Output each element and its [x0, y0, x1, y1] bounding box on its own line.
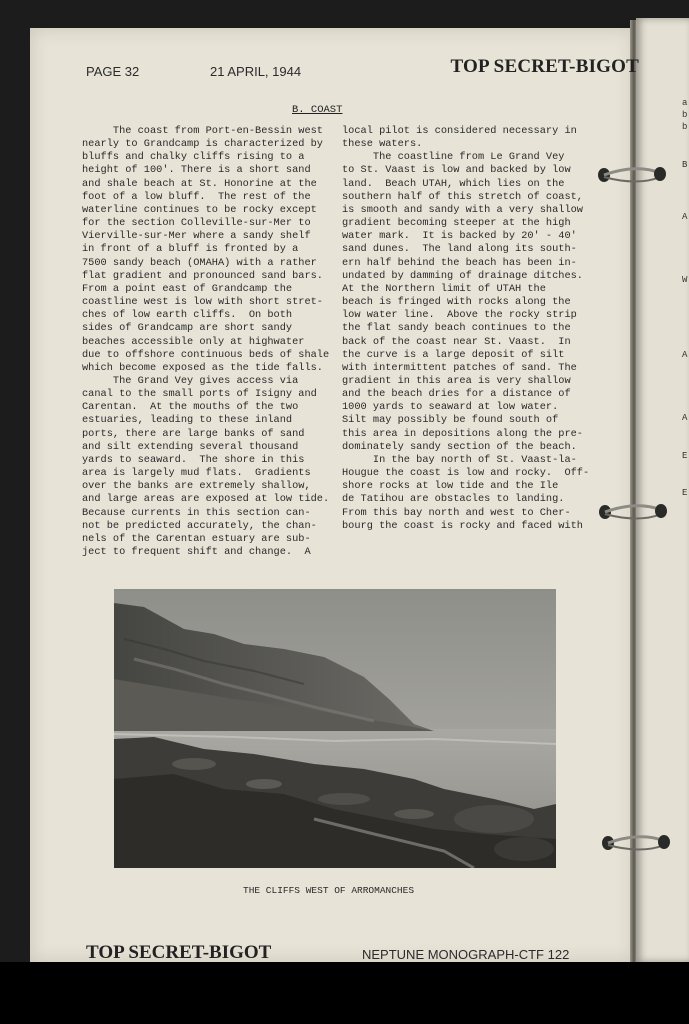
- text-line: From this bay north and west to Cher-: [342, 506, 571, 519]
- text-line: From a point east of Grandcamp the: [82, 282, 293, 295]
- adjacent-page-letter: E: [682, 488, 688, 498]
- cliffs-photo-image: [114, 589, 556, 868]
- binder-ring-middle: [597, 500, 669, 524]
- text-line: de Tatihou are obstacles to landing.: [342, 493, 565, 506]
- text-line: low water line. Above the rocky strip: [342, 309, 577, 322]
- cliffs-photograph: [114, 589, 556, 868]
- adjacent-page-letter: B: [682, 160, 688, 170]
- text-line: sand dunes. The land along its south-: [342, 243, 577, 256]
- photo-caption: THE CLIFFS WEST OF ARROMANCHES: [243, 885, 415, 896]
- text-line: land. Beach UTAH, which lies on the: [342, 177, 565, 190]
- binder-ring-bottom: [600, 831, 672, 855]
- classification-footer: TOP SECRET-BIGOT: [86, 942, 272, 963]
- page-number: PAGE 32: [86, 64, 140, 79]
- text-line: which become exposed as the tide falls.: [82, 361, 323, 374]
- text-line: dominately sandy section of the beach.: [342, 440, 577, 453]
- text-line: The Grand Vey gives access via: [82, 374, 299, 387]
- text-line: back of the coast near St. Vaast. In: [342, 335, 571, 348]
- text-line: beaches accessible only at highwater: [82, 335, 305, 348]
- text-line: height of 100'. There is a short sand: [82, 164, 311, 177]
- text-line: The coast from Port-en-Bessin west: [82, 125, 323, 137]
- text-line: and silt extending several thousand: [82, 440, 299, 453]
- text-line: nearly to Grandcamp is characterized by: [82, 138, 323, 151]
- right-text-column: [342, 125, 589, 533]
- text-line: 1000 yards to seaward at low water.: [342, 401, 559, 414]
- text-line: the flat sandy beach continues to the: [342, 322, 571, 335]
- adjacent-page-letter: A: [682, 413, 688, 423]
- text-line: beach is fringed with rocks along the: [342, 296, 571, 309]
- text-line: Carentan. At the mouths of the two: [82, 401, 299, 414]
- classification-header: TOP SECRET-BIGOT: [450, 56, 639, 77]
- text-line: foot of a low bluff. The rest of the: [82, 190, 311, 203]
- text-line: The coastline from Le Grand Vey: [342, 151, 565, 164]
- text-line: and the beach dries for a distance of: [342, 388, 571, 401]
- text-line: and large areas are exposed at low tide.: [82, 493, 330, 506]
- text-line: ject to frequent shift and change. A: [82, 546, 311, 558]
- text-line: local pilot is considered necessary in: [342, 125, 577, 137]
- text-line: Because currents in this section can-: [82, 506, 311, 519]
- adjacent-page-letter: a: [682, 98, 688, 108]
- text-line: coastline west is low with short stret-: [82, 296, 323, 309]
- text-line: for the section Colleville-sur-Mer to: [82, 217, 311, 230]
- text-line: to St. Vaast is low and backed by low: [342, 164, 571, 177]
- text-line: gradient in this area is very shallow: [342, 374, 571, 387]
- text-line: canal to the small ports of Isigny and: [82, 388, 317, 401]
- text-line: Silt may possibly be found south of: [342, 414, 559, 427]
- text-line: ern half behind the beach has been in-: [342, 256, 577, 269]
- text-line: waterline continues to be rocky except: [82, 203, 317, 216]
- text-line: estuaries, leading to these inland: [82, 414, 293, 427]
- text-line: the curve is a large deposit of silt: [342, 348, 565, 361]
- text-line: yards to seaward. The shore in this: [82, 453, 305, 466]
- text-line: this area in depositions along the pre-: [342, 427, 583, 440]
- text-line: and shale beach at St. Honorine at the: [82, 177, 317, 190]
- adjacent-page-letter: b: [682, 122, 688, 132]
- text-line: in front of a bluff is fronted by a: [82, 243, 299, 256]
- scan-bottom-edge: [0, 962, 689, 1024]
- text-line: water mark. It is backed by 20' - 40': [342, 230, 577, 243]
- text-line: area is largely mud flats. Gradients: [82, 467, 311, 480]
- text-line: bourg the coast is rocky and faced with: [342, 519, 583, 532]
- text-line: bluffs and chalky cliffs rising to a: [82, 151, 305, 164]
- text-line: Vierville-sur-Mer where a sandy shelf: [82, 230, 311, 243]
- adjacent-page-letter: W: [682, 275, 688, 285]
- text-line: Hougue the coast is low and rocky. Off-: [342, 467, 590, 480]
- text-line: nels of the Carentan estuary are sub-: [82, 532, 311, 545]
- adjacent-page-letter: A: [682, 212, 688, 222]
- text-line: ches of low earth cliffs. On both: [82, 309, 293, 322]
- left-text-column: [82, 125, 329, 559]
- text-line: not be predicted accurately, the chan-: [82, 519, 317, 532]
- adjacent-page-letter: E: [682, 451, 688, 461]
- text-line: southern half of this stretch of coast,: [342, 190, 583, 203]
- text-line: over the banks are extremely shallow,: [82, 480, 311, 493]
- text-line: undated by damming of drainage ditches.: [342, 269, 583, 282]
- binder-ring-top: [596, 163, 668, 187]
- text-line: shore rocks at low tide and the Ile: [342, 480, 559, 493]
- text-line: is smooth and sandy with a very shallow: [342, 203, 583, 216]
- monograph-reference: NEPTUNE MONOGRAPH-CTF 122: [362, 947, 570, 962]
- text-line: At the Northern limit of UTAH the: [342, 282, 546, 295]
- adjacent-page-letter: b: [682, 110, 688, 120]
- text-line: gradient becoming steeper at the high: [342, 217, 571, 230]
- text-line: these waters.: [342, 138, 423, 151]
- text-line: due to offshore continuous beds of shale: [82, 348, 330, 361]
- text-line: In the bay north of St. Vaast-la-: [342, 453, 577, 466]
- text-line: sides of Grandcamp are short sandy: [82, 322, 293, 335]
- text-line: 7500 sandy beach (OMAHA) with a rather: [82, 256, 317, 269]
- text-line: with intermittent patches of sand. The: [342, 361, 577, 374]
- document-date: 21 APRIL, 1944: [210, 64, 302, 79]
- adjacent-page-letter: A: [682, 350, 688, 360]
- text-line: flat gradient and pronounced sand bars.: [82, 269, 323, 282]
- text-line: ports, there are large banks of sand: [82, 427, 305, 440]
- section-title: B. COAST: [292, 104, 343, 116]
